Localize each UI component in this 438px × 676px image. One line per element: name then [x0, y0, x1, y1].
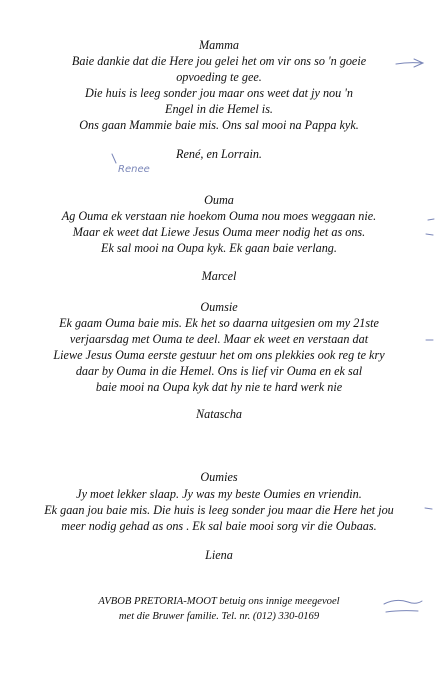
- message-line: Engel in die Hemel is.: [165, 102, 273, 116]
- margin-dash-mark: [426, 234, 433, 235]
- footer-line: met die Bruwer familie. Tel. nr. (012) 330-0169: [118, 611, 320, 622]
- message-line: Ek gaam Ouma baie mis. Ek het so daarna uitgesien om my 21ste: [59, 316, 379, 330]
- margin-dash-mark: [425, 508, 432, 509]
- footer-line: AVBOB PRETORIA-MOOT betuig ons innige meegevoel: [98, 596, 340, 607]
- section-heading-oumsie: Oumsie: [200, 300, 238, 314]
- margin-dash-mark: [428, 219, 434, 220]
- signature-liena: Liena: [205, 548, 233, 562]
- signature-rene-lorrain: René, en Lorrain.: [176, 147, 262, 161]
- section-heading-mamma: Mamma: [199, 38, 239, 52]
- message-line: Die huis is leeg sonder jou maar ons weet dat jy nou 'n: [84, 86, 353, 100]
- message-line: Baie dankie dat die Here jou gelei het om vir ons so 'n goeie: [71, 54, 367, 68]
- message-line: Ag Ouma ek verstaan nie hoekom Ouma nou moes weggaan nie.: [61, 209, 377, 223]
- message-line: Ek gaan jou baie mis. Die huis is leeg sonder jou maar die Here het jou: [44, 503, 394, 517]
- message-line: Liewe Jesus Ouma eerste gestuur het om ons plekkies ook reg te kry: [53, 348, 385, 362]
- arrow-mark: [396, 59, 423, 67]
- message-line: daar by Ouma in die Hemel. Ons is lief vir Ouma en ek sal: [75, 364, 363, 378]
- message-line: Maar ek weet dat Liewe Jesus Ouma meer nodig het as ons.: [72, 225, 366, 239]
- handwritten-note: Renee: [118, 164, 150, 175]
- message-line: verjaarsdag met Ouma te deel. Maar ek weet en verstaan dat: [69, 332, 369, 346]
- footer-squiggle-mark: [384, 600, 422, 612]
- message-line: meer nodig gehad as ons . Ek sal baie mooi sorg vir die Oubaas.: [61, 519, 377, 533]
- message-line: opvoeding te gee.: [176, 70, 262, 84]
- message-line: Ons gaan Mammie baie mis. Ons sal mooi na Pappa kyk.: [79, 118, 359, 132]
- message-line: baie mooi na Oupa kyk dat hy nie te hard werk nie: [95, 380, 343, 394]
- section-heading-ouma: Ouma: [204, 193, 234, 207]
- message-line: Ek sal mooi na Oupa kyk. Ek gaan baie verlang.: [101, 241, 337, 255]
- message-line: Jy moet lekker slaap. Jy was my beste Oumies en vriendin.: [76, 487, 362, 501]
- signature-marcel: Marcel: [201, 269, 237, 283]
- pen-tick-mark: [112, 154, 116, 163]
- section-heading-oumies: Oumies: [200, 470, 238, 484]
- signature-natascha: Natascha: [195, 407, 243, 421]
